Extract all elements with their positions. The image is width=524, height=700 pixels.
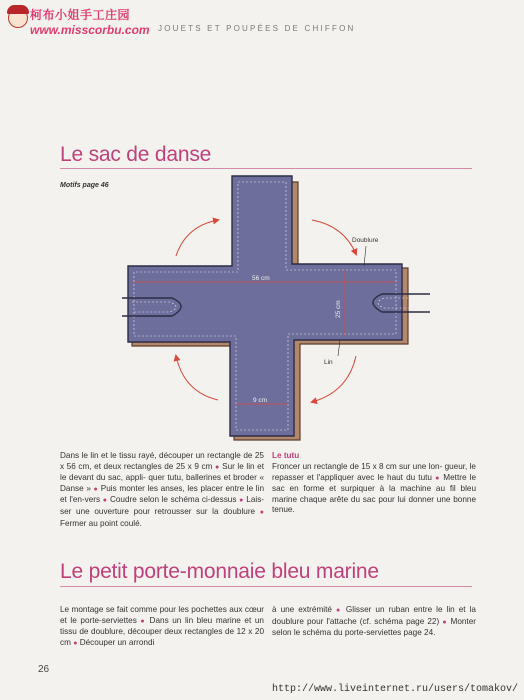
- doublure-label: Doublure: [352, 237, 379, 244]
- tutu-instructions: Froncer un rectangle de 15 x 8 cm sur une lon- gueur, le repasser et l'appliquer avec le haut du tutu ● Mettre le sac en forme et surpiquer à la machine au fil bleu marine chaque arête du sac pour lui donner une bonne tenue.: [272, 462, 476, 515]
- porte-monnaie-left: Le montage se fait comme pour les pochettes aux cœur et le porte-serviettes ● Dans un lin bleu marine et un tissu de doublure, découper deux rectangles de 12 x 20 cm ● Découper un arrondi: [60, 605, 265, 647]
- height-label: 25 cm: [335, 300, 342, 318]
- arrow-bottom-left: [176, 356, 218, 400]
- running-head: JOUETS ET POUPÉES DE CHIFFON: [158, 24, 356, 33]
- section-title-porte-monnaie: Le petit porte-monnaie bleu marine: [60, 560, 379, 583]
- page-number: 26: [38, 664, 50, 675]
- bag-pattern-diagram: [112, 170, 442, 448]
- section-title-sac-de-danse: Le sac de danse: [60, 143, 212, 166]
- arrow-top-left: [176, 220, 218, 256]
- logo-url-text: www.misscorbu.com: [30, 23, 150, 37]
- porte-monnaie-right: à une extrémité ● Glisser un ruban entre le lin et la doublure pour l'attache (cf. schéma page 22) ● Monter selon le schéma du porte-serviettes page 24.: [272, 605, 476, 638]
- section-rule-2: [60, 586, 472, 587]
- motifs-reference: Motifs page 46: [60, 182, 109, 189]
- width-label: 56 cm: [252, 275, 270, 282]
- watermark-url: http://www.liveinternet.ru/users/tomakov/: [272, 684, 519, 695]
- section-rule-1: [60, 168, 472, 169]
- logo-chinese-text: 柯布小姐手工庄园: [30, 8, 131, 22]
- arrow-bottom-right: [312, 356, 356, 402]
- arrow-top-right: [312, 220, 356, 254]
- tutu-heading: Le tutu: [272, 451, 300, 460]
- lin-label: Lin: [324, 359, 333, 366]
- sac-instructions-left: Dans le lin et le tissu rayé, découper un rectangle de 25 x 56 cm, et deux rectangles de 25 x 9 cm ● Sur le lin et le devant du sac, appli- quer tutu, ballerines et broder « Danse » ● Puis monter les anses, les placer entre le lin et l'en-vers ● Coudre selon le schéma ci-dessus ● Lais-ser une ouverture pour retrousser sur la doublure ● Fermer au point coulé.: [60, 451, 265, 528]
- site-logo: [6, 4, 174, 40]
- doll-face-icon: [8, 8, 28, 28]
- bottom-label: 9 cm: [253, 397, 268, 404]
